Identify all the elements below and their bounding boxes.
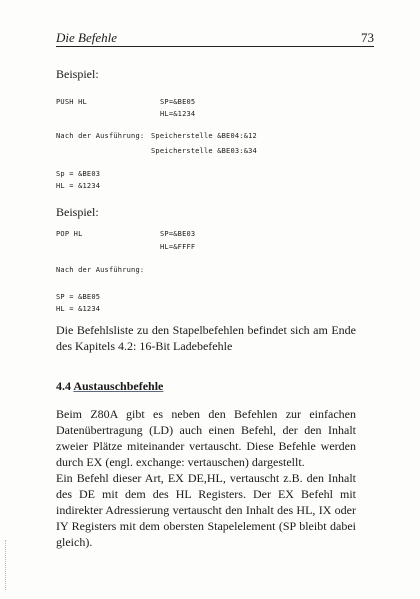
- example1-state-hl: HL=&1234: [160, 110, 196, 118]
- paragraph-2: Ein Befehl dieser Art, EX DE,HL, vertauscht z.B. den Inhalt des DE mit dem des HL Registers. Der EX Befehl mit indirekter Adressierung vertauscht den Inhalt des HL, IX oder IY Registers mit dem obersten Stapelelement (SP bleibt dabei gleich).: [56, 471, 356, 549]
- page-number: 73: [361, 30, 374, 45]
- example2-state-sp: SP=&BE03: [160, 230, 196, 238]
- example1-after-line1: Speicherstelle &BE04:&12: [151, 132, 257, 140]
- example2-state-hl: HL=&FFFF: [160, 243, 196, 251]
- example1-label: Beispiel:: [56, 67, 99, 81]
- section-number: 4.4: [56, 379, 71, 393]
- running-header: [56, 30, 374, 47]
- paragraph-1: Beim Z80A gibt es neben den Befehlen zur einfachen Datenübertragung (LD) auch einen Befehl, der den Inhalt zweier Plätze miteinander vertauscht. Diese Befehle werden durch EX (engl. exchange: vertauschen) dargestellt.: [56, 407, 356, 469]
- example1-reg-hl: HL = &1234: [56, 182, 101, 190]
- example2-label: Beispiel:: [56, 205, 99, 219]
- section-title: Austauschbefehle: [73, 379, 164, 393]
- example2-instruction: POP HL: [56, 230, 83, 238]
- section-heading: [56, 379, 163, 394]
- example2-reg-hl: HL = &1234: [56, 305, 101, 313]
- example1-state-sp: SP=&BE05: [160, 98, 196, 106]
- example1-reg-sp: Sp = &BE03: [56, 170, 101, 178]
- example1-after-label: Nach der Ausführung:: [56, 132, 145, 140]
- example1-instruction: PUSH HL: [56, 98, 87, 106]
- example1-after-line2: Speicherstelle &BE03:&34: [151, 147, 257, 155]
- example2-after-label: Nach der Ausführung:: [56, 266, 145, 274]
- scan-margin-mark: [5, 540, 8, 590]
- stack-commands-note: Die Befehlsliste zu den Stapelbefehlen befindet sich am Ende des Kapitels 4.2: 16-Bit Ladebefehle: [56, 323, 356, 353]
- example2-reg-sp: SP = &BE05: [56, 293, 101, 301]
- header-title: Die Befehle: [56, 30, 117, 45]
